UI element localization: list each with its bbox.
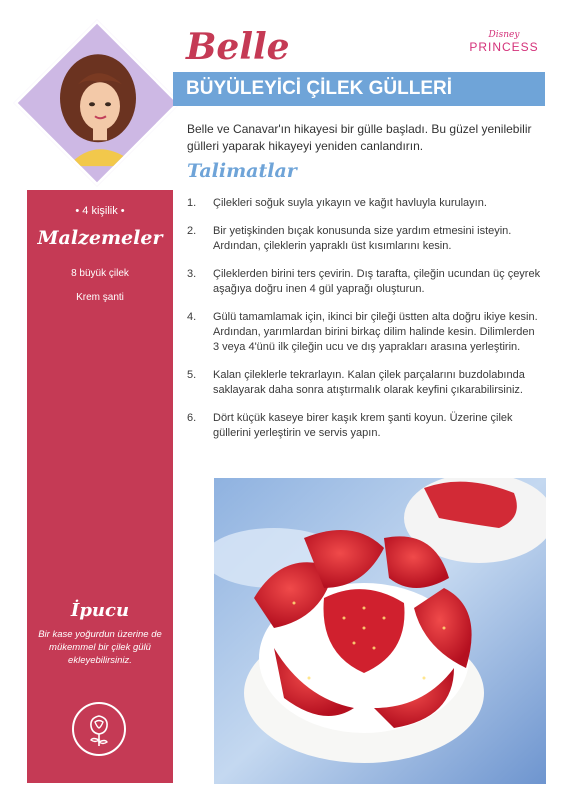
ingredients-list <box>27 268 173 316</box>
character-title: Belle <box>186 26 290 68</box>
step-text: Dört küçük kaseye birer kaşık krem şanti koyun. Üzerine çilek güllerini yerleştirin ve servis yapın. <box>213 412 513 439</box>
step-item <box>187 411 543 441</box>
step-item <box>187 267 543 297</box>
step-number: 1. <box>187 197 197 209</box>
step-number: 6. <box>187 412 197 424</box>
belle-portrait <box>14 20 181 187</box>
tip-title: İpucu <box>70 600 130 621</box>
instructions-title: Talimatlar <box>187 160 297 182</box>
rose-icon <box>72 702 126 756</box>
recipe-title: BÜYÜLEYİCİ ÇİLEK GÜLLERİ <box>186 78 453 99</box>
step-item <box>187 196 543 211</box>
step-text: Bir yetişkinden bıçak konusunda size yardım etmesini isteyin. Ardından, çileklerin yapraklı üst kısımlarını kesin. <box>213 225 512 252</box>
step-item <box>187 368 543 398</box>
brand-princess: PRINCESS <box>469 40 539 54</box>
serving-size: • 4 kişilik • <box>75 205 125 217</box>
step-number: 5. <box>187 369 197 381</box>
instructions-list <box>187 196 543 441</box>
ingredients-title: Malzemeler <box>37 227 163 249</box>
step-text: Kalan çileklerle tekrarlayın. Kalan çilek parçalarını buzdolabında saklayarak daha sonra atıştırmalık olarak keyfini çıkarabilirsiniz. <box>213 369 525 396</box>
intro-text: Belle ve Canavar'ın hikayesi bir gülle başladı. Bu güzel yenilebilir gülleri yaparak hikayeyi yeniden canlandırın. <box>187 122 532 153</box>
disney-princess-logo <box>464 30 544 54</box>
brand-disney: Disney <box>488 30 520 40</box>
step-text: Çilekleri soğuk suyla yıkayın ve kağıt havluyla kurulayın. <box>213 197 487 209</box>
tip-text: Bir kase yoğurdun üzerine de mükemmel bir çilek gülü ekleyebilirsiniz. <box>38 629 162 666</box>
ingredient-item: 8 büyük çilek <box>71 268 129 279</box>
step-number: 2. <box>187 225 197 237</box>
step-number: 4. <box>187 311 197 323</box>
ingredient-item: Krem şanti <box>76 292 124 303</box>
step-number: 3. <box>187 268 197 280</box>
step-item <box>187 224 543 254</box>
step-text: Çileklerden birini ters çevirin. Dış tarafta, çileğin ucundan üç çeyrek aşağıya doğru inen 4 gül yaprağı oluşturun. <box>213 268 541 295</box>
step-item <box>187 310 543 355</box>
strawberry-rose-photo <box>214 478 546 784</box>
step-text: Gülü tamamlamak için, ikinci bir çileği üstten alta doğru ikiye kesin. Ardından, yarımlardan birini birkaç dilim halinde kesin. Dilimlerden 3 veya 4'ünü ilk çileğin ucu ve dış yaprakları arasına yerleştirin. <box>213 311 538 353</box>
belle-illustration <box>38 48 156 166</box>
